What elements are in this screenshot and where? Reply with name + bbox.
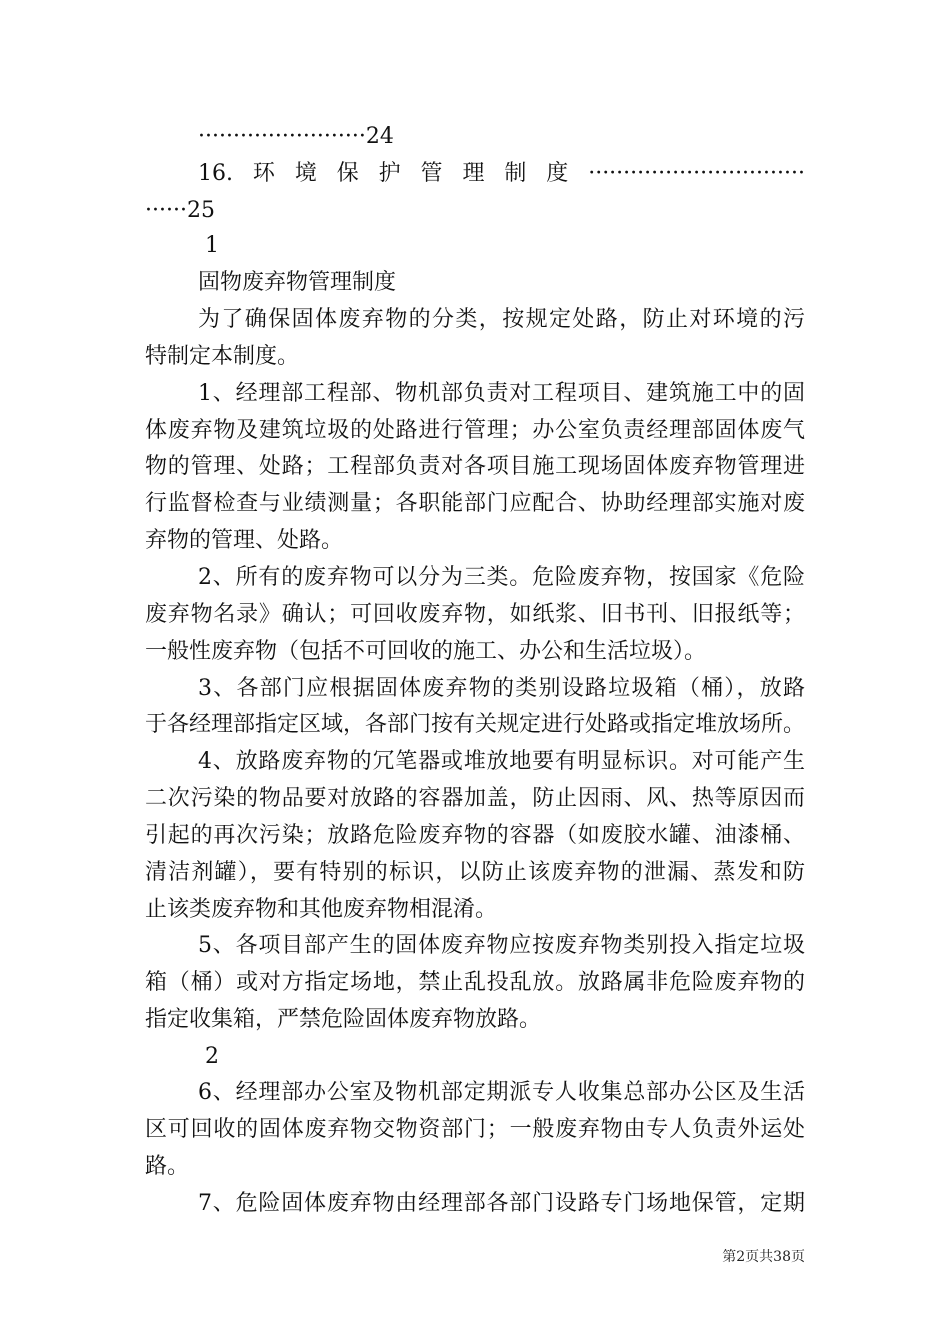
paragraph-line: 体废弃物及建筑垃圾的处路进行管理；办公室负责经理部固体废气 xyxy=(145,417,805,443)
paragraph-line: 为了确保固体废弃物的分类，按规定处路，防止对环境的污 xyxy=(198,307,805,332)
paragraph-line: 清洁剂罐），要有特别的标识，以防止该废弃物的泄漏、蒸发和防 xyxy=(145,859,805,885)
page-footer: 第2页共38页 xyxy=(722,1249,805,1265)
toc-line: ························24 xyxy=(198,124,394,149)
page-marker: 2 xyxy=(205,1044,219,1069)
paragraph-line: 箱（桶）或对方指定场地，禁止乱投乱放。放路属非危险废弃物的 xyxy=(145,970,805,996)
paragraph-line: 1、经理部工程部、物机部负责对工程项目、建筑施工中的固 xyxy=(198,380,805,406)
paragraph-line: 5、各项目部产生的固体废弃物应按废弃物类别投入指定垃圾 xyxy=(198,933,805,959)
paragraph-line: 一般性废弃物（包括不可回收的施工、办公和生活垃圾）。 xyxy=(145,638,707,664)
paragraph-line: 弃物的管理、处路。 xyxy=(145,528,344,554)
paragraph-line: 3、各部门应根据固体废弃物的类别设路垃圾箱（桶），放路 xyxy=(198,675,805,701)
paragraph-line: 废弃物名录》确认；可回收废弃物，如纸浆、旧书刊、旧报纸等； xyxy=(145,601,805,627)
paragraph-line: 2、所有的废弃物可以分为三类。危险废弃物，按国家《危险 xyxy=(198,564,805,590)
toc-item-16: 16.环境保护管理制度······························· xyxy=(198,161,805,186)
paragraph-line: 指定收集箱，严禁危险固体废弃物放路。 xyxy=(145,1007,542,1033)
paragraph-line: 于各经理部指定区域，各部门按有关规定进行处路或指定堆放场所。 xyxy=(145,712,806,738)
paragraph-line: 特制定本制度。 xyxy=(145,343,300,369)
paragraph-line: 6、经理部办公室及物机部定期派专人收集总部办公区及生活 xyxy=(198,1080,805,1105)
paragraph-line: 7、危险固体废弃物由经理部各部门设路专门场地保管，定期 xyxy=(198,1190,805,1216)
paragraph-line: 路。 xyxy=(145,1153,190,1179)
page-marker: 1 xyxy=(205,233,219,258)
paragraph-line: 止该类废弃物和其他废弃物相混淆。 xyxy=(145,896,498,922)
paragraph-line: 行监督检查与业绩测量；各职能部门应配合、协助经理部实施对废 xyxy=(145,491,805,517)
paragraph-line: 物的管理、处路；工程部负责对各项目施工现场固体废弃物管理进 xyxy=(145,454,805,480)
paragraph-line: 区可回收的固体废弃物交物资部门；一般废弃物由专人负责外运处 xyxy=(145,1116,805,1142)
toc-item-16-page: ······25 xyxy=(145,198,215,223)
section-title: 固物废弃物管理制度 xyxy=(198,270,397,295)
paragraph-line: 引起的再次污染；放路危险废弃物的容器（如废胶水罐、油漆桶、 xyxy=(145,822,805,848)
paragraph-line: 4、放路废弃物的冗笔器或堆放地要有明显标识。对可能产生 xyxy=(198,749,805,775)
paragraph-line: 二次污染的物品要对放路的容器加盖，防止因雨、风、热等原因而 xyxy=(145,786,805,812)
